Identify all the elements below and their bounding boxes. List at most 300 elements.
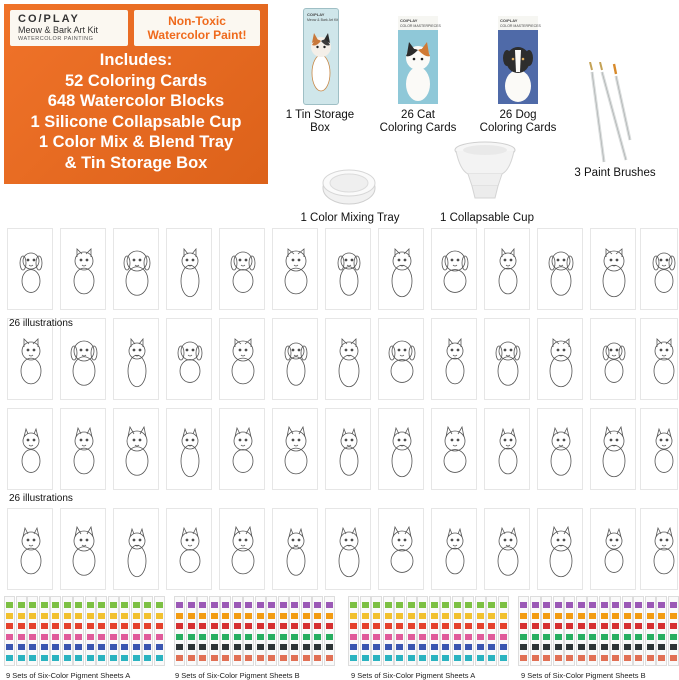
pigment-sheet bbox=[645, 596, 656, 666]
pigment-block bbox=[442, 655, 449, 661]
pigment-sheet bbox=[394, 596, 405, 666]
dog-coloring-card bbox=[7, 318, 53, 400]
pigment-block bbox=[419, 644, 426, 650]
pigment-block bbox=[98, 644, 105, 650]
pigment-block bbox=[257, 623, 264, 629]
pigment-block bbox=[543, 613, 550, 619]
pigment-block bbox=[245, 634, 252, 640]
pigment-block bbox=[635, 644, 642, 650]
pigment-block bbox=[431, 634, 438, 640]
pigment-block bbox=[578, 613, 585, 619]
pigment-block bbox=[419, 634, 426, 640]
pigment-block bbox=[385, 613, 392, 619]
pigment-block bbox=[520, 623, 527, 629]
pigment-block bbox=[98, 623, 105, 629]
pigment-block bbox=[500, 655, 507, 661]
pigment-block bbox=[121, 644, 128, 650]
pigment-block bbox=[280, 613, 287, 619]
pigment-block bbox=[555, 623, 562, 629]
cat-sketch-icon bbox=[591, 409, 637, 491]
pigment-block bbox=[303, 623, 310, 629]
pigment-block bbox=[658, 613, 665, 619]
pigment-block bbox=[188, 602, 195, 608]
cat-sketch-icon bbox=[432, 409, 478, 491]
pigment-block bbox=[199, 602, 206, 608]
pigment-block bbox=[454, 634, 461, 640]
cat-cards-box bbox=[398, 16, 441, 104]
dog-coloring-card bbox=[166, 228, 212, 310]
dog-sketch-icon bbox=[641, 229, 679, 311]
cat-coloring-card bbox=[484, 508, 530, 590]
pigment-block bbox=[532, 602, 539, 608]
pigment-block bbox=[419, 623, 426, 629]
pigment-block bbox=[87, 655, 94, 661]
pigment-block bbox=[98, 602, 105, 608]
pigment-block bbox=[477, 644, 484, 650]
dog-caption-line-2: Coloring Cards bbox=[479, 122, 557, 134]
cat-coloring-card bbox=[7, 408, 53, 490]
pigment-block bbox=[396, 644, 403, 650]
cup-caption: 1 Collapsable Cup bbox=[440, 212, 534, 224]
pigment-sheet bbox=[50, 596, 61, 666]
pigment-block bbox=[532, 634, 539, 640]
pigment-sheet bbox=[4, 596, 15, 666]
non-toxic-tag bbox=[134, 10, 260, 46]
pigment-block bbox=[211, 634, 218, 640]
pigment-block bbox=[431, 613, 438, 619]
cat-coloring-card bbox=[325, 508, 371, 590]
pigment-block bbox=[373, 644, 380, 650]
pigment-block bbox=[373, 655, 380, 661]
pigment-block bbox=[64, 602, 71, 608]
pigment-block bbox=[29, 634, 36, 640]
pigment-block bbox=[268, 634, 275, 640]
pigment-block bbox=[222, 634, 229, 640]
pigment-sheet bbox=[599, 596, 610, 666]
includes-title: Includes: bbox=[99, 51, 173, 69]
pigment-block bbox=[156, 613, 163, 619]
pigment-block bbox=[176, 644, 183, 650]
pigment-sheet bbox=[383, 596, 394, 666]
pigment-block bbox=[234, 655, 241, 661]
pigment-block bbox=[601, 623, 608, 629]
cat-sketch-icon bbox=[167, 409, 213, 491]
cat-sketch-icon bbox=[114, 409, 160, 491]
dog-sketch-icon bbox=[538, 229, 584, 311]
pigment-block bbox=[257, 655, 264, 661]
pigment-block bbox=[670, 655, 677, 661]
cat-coloring-card bbox=[640, 508, 678, 590]
cat-coloring-card bbox=[219, 408, 265, 490]
pigment-block bbox=[578, 623, 585, 629]
pigment-block bbox=[41, 634, 48, 640]
pigment-block bbox=[110, 634, 117, 640]
pigment-block bbox=[454, 613, 461, 619]
pigment-block bbox=[18, 644, 25, 650]
dog-coloring-card bbox=[113, 318, 159, 400]
includes-item: 1 Silicone Collapsable Cup bbox=[30, 112, 242, 131]
pigment-block bbox=[176, 634, 183, 640]
dog-coloring-card bbox=[272, 228, 318, 310]
pigment-block bbox=[385, 644, 392, 650]
pigment-block bbox=[350, 602, 357, 608]
dog-coloring-card bbox=[325, 228, 371, 310]
cat-sketch-icon bbox=[220, 509, 266, 591]
pigment-block bbox=[245, 623, 252, 629]
pigment-sheet bbox=[232, 596, 243, 666]
pigment-block bbox=[199, 613, 206, 619]
pigment-block bbox=[303, 644, 310, 650]
pigment-block bbox=[64, 613, 71, 619]
pigment-block bbox=[326, 655, 333, 661]
pigment-sheet bbox=[243, 596, 254, 666]
pigment-block bbox=[431, 644, 438, 650]
pigment-sheet bbox=[622, 596, 633, 666]
pigment-block bbox=[624, 634, 631, 640]
cat-coloring-card bbox=[219, 508, 265, 590]
pigment-block bbox=[601, 644, 608, 650]
includes-banner bbox=[4, 4, 268, 184]
pigment-block bbox=[257, 644, 264, 650]
pigment-block bbox=[396, 655, 403, 661]
pigment-sheet-set bbox=[348, 596, 510, 668]
pigment-block bbox=[500, 644, 507, 650]
pigment-block bbox=[543, 602, 550, 608]
dog-coloring-card bbox=[219, 228, 265, 310]
pigment-block bbox=[396, 634, 403, 640]
pigment-block bbox=[280, 634, 287, 640]
dog-coloring-card bbox=[219, 318, 265, 400]
pigment-block bbox=[477, 634, 484, 640]
cat-coloring-card bbox=[537, 508, 583, 590]
pigment-block bbox=[52, 634, 59, 640]
cat-coloring-card bbox=[590, 508, 636, 590]
pigment-sheet bbox=[73, 596, 84, 666]
cat-sketch-icon bbox=[167, 509, 213, 591]
pigment-block bbox=[488, 602, 495, 608]
pigment-sheet bbox=[452, 596, 463, 666]
pigment-sheet bbox=[324, 596, 335, 666]
pigment-block bbox=[144, 602, 151, 608]
pigment-block bbox=[176, 655, 183, 661]
pigment-block bbox=[280, 623, 287, 629]
pigment-block bbox=[566, 613, 573, 619]
pigment-sheet bbox=[186, 596, 197, 666]
pigment-block bbox=[520, 602, 527, 608]
pigment-block bbox=[18, 623, 25, 629]
pigment-block bbox=[291, 623, 298, 629]
pigment-block bbox=[29, 644, 36, 650]
pigment-sheet bbox=[576, 596, 587, 666]
pigment-block bbox=[442, 623, 449, 629]
tin-caption-line-1: 1 Tin Storage bbox=[285, 109, 355, 121]
pigment-block bbox=[465, 623, 472, 629]
dog-sketch-icon bbox=[167, 229, 213, 311]
dog-coloring-card bbox=[590, 228, 636, 310]
pigment-sheet bbox=[220, 596, 231, 666]
pigment-block bbox=[647, 623, 654, 629]
kit-name: Meow & Bark Art Kit bbox=[18, 25, 99, 35]
pigment-block bbox=[110, 644, 117, 650]
pigment-block bbox=[670, 602, 677, 608]
pigment-block bbox=[326, 644, 333, 650]
pigment-block bbox=[156, 655, 163, 661]
pigment-block bbox=[362, 602, 369, 608]
pigment-block bbox=[110, 655, 117, 661]
pigment-block bbox=[500, 634, 507, 640]
dog-sketch-icon bbox=[641, 319, 679, 401]
cat-sketch-icon bbox=[538, 409, 584, 491]
cat-sketch-icon bbox=[273, 509, 319, 591]
pigment-block bbox=[144, 644, 151, 650]
cat-coloring-card bbox=[272, 408, 318, 490]
pigment-block bbox=[543, 634, 550, 640]
cat-sketch-icon bbox=[379, 409, 425, 491]
pigment-block bbox=[500, 602, 507, 608]
cat-sketch-icon bbox=[485, 409, 531, 491]
pigment-block bbox=[268, 613, 275, 619]
includes-list bbox=[4, 50, 268, 173]
pigment-block bbox=[566, 623, 573, 629]
pigment-block bbox=[465, 613, 472, 619]
pigment-block bbox=[222, 602, 229, 608]
pigment-block bbox=[133, 634, 140, 640]
dog-sketch-icon bbox=[220, 229, 266, 311]
pigment-block bbox=[624, 644, 631, 650]
pigment-block bbox=[396, 602, 403, 608]
dog-sketch-icon bbox=[485, 229, 531, 311]
pigment-block bbox=[314, 644, 321, 650]
pigment-block bbox=[385, 655, 392, 661]
pigment-sheet bbox=[154, 596, 165, 666]
cat-coloring-card bbox=[378, 408, 424, 490]
pigment-block bbox=[18, 613, 25, 619]
pigment-sheet bbox=[541, 596, 552, 666]
pigment-block bbox=[41, 602, 48, 608]
pigment-block bbox=[612, 634, 619, 640]
pigment-block bbox=[419, 613, 426, 619]
pigment-block bbox=[222, 655, 229, 661]
pigment-sheet bbox=[440, 596, 451, 666]
pigment-label: 9 Sets of Six-Color Pigment Sheets A bbox=[6, 671, 131, 680]
cat-coloring-card bbox=[378, 508, 424, 590]
pigment-block bbox=[488, 613, 495, 619]
cat-sketch-icon bbox=[61, 509, 107, 591]
pigment-sheet bbox=[27, 596, 38, 666]
pigment-block bbox=[234, 623, 241, 629]
pigment-block bbox=[566, 644, 573, 650]
pigment-block bbox=[373, 634, 380, 640]
pigment-label: 9 Sets of Six-Color Pigment Sheets B bbox=[521, 671, 646, 680]
cat-sketch-icon bbox=[591, 509, 637, 591]
pigment-block bbox=[442, 644, 449, 650]
pigment-sheet bbox=[174, 596, 185, 666]
cat-coloring-card bbox=[272, 508, 318, 590]
pigment-block bbox=[110, 613, 117, 619]
dog-coloring-card bbox=[60, 228, 106, 310]
pigment-block bbox=[110, 602, 117, 608]
pigment-block bbox=[133, 613, 140, 619]
pigment-block bbox=[52, 602, 59, 608]
pigment-block bbox=[222, 623, 229, 629]
cat-coloring-card bbox=[7, 508, 53, 590]
cat-grid-label: 26 illustrations bbox=[9, 493, 73, 504]
pigment-block bbox=[477, 623, 484, 629]
pigment-block bbox=[589, 623, 596, 629]
pigment-block bbox=[144, 655, 151, 661]
pigment-block bbox=[624, 655, 631, 661]
pigment-block bbox=[350, 644, 357, 650]
pigment-block bbox=[488, 623, 495, 629]
pigment-block bbox=[41, 644, 48, 650]
includes-item: 648 Watercolor Blocks bbox=[47, 92, 225, 110]
pigment-block bbox=[87, 613, 94, 619]
pigment-block bbox=[658, 644, 665, 650]
pigment-block bbox=[373, 602, 380, 608]
pigment-block bbox=[647, 634, 654, 640]
dog-sketch-icon bbox=[432, 229, 478, 311]
pigment-block bbox=[188, 623, 195, 629]
dog-sketch-icon bbox=[61, 319, 107, 401]
pigment-block bbox=[245, 644, 252, 650]
pigment-block bbox=[18, 655, 25, 661]
pigment-block bbox=[133, 644, 140, 650]
pigment-block bbox=[408, 602, 415, 608]
pigment-sheet-set bbox=[518, 596, 679, 668]
tin-logo: CO/PLAY bbox=[307, 12, 325, 17]
pigment-block bbox=[635, 634, 642, 640]
pigment-sheet bbox=[289, 596, 300, 666]
pigment-block bbox=[555, 613, 562, 619]
pigment-block bbox=[635, 613, 642, 619]
pigment-block bbox=[589, 602, 596, 608]
pigment-block bbox=[199, 655, 206, 661]
pigment-block bbox=[222, 644, 229, 650]
pigment-block bbox=[362, 623, 369, 629]
pigment-block bbox=[188, 634, 195, 640]
pigment-block bbox=[566, 655, 573, 661]
dog-sketch-icon bbox=[273, 319, 319, 401]
tag-line-1: Non-Toxic bbox=[168, 14, 226, 28]
cat-caption-line-2: Coloring Cards bbox=[379, 122, 457, 134]
pigment-block bbox=[87, 602, 94, 608]
pigment-block bbox=[408, 613, 415, 619]
pigment-sheet bbox=[518, 596, 529, 666]
includes-item: 1 Color Mix & Blend Tray bbox=[38, 133, 234, 151]
pigment-block bbox=[408, 634, 415, 640]
pigment-block bbox=[454, 623, 461, 629]
pigment-block bbox=[314, 613, 321, 619]
pigment-block bbox=[601, 613, 608, 619]
pigment-block bbox=[431, 623, 438, 629]
pigment-block bbox=[454, 655, 461, 661]
pigment-block bbox=[543, 644, 550, 650]
pigment-sheet bbox=[371, 596, 382, 666]
pigment-block bbox=[326, 634, 333, 640]
pigment-block bbox=[280, 644, 287, 650]
pigment-block bbox=[133, 623, 140, 629]
paint-brushes bbox=[578, 62, 648, 166]
pigment-block bbox=[601, 602, 608, 608]
pigment-block bbox=[326, 623, 333, 629]
tin-caption bbox=[272, 109, 368, 135]
pigment-block bbox=[578, 602, 585, 608]
pigment-sheet bbox=[142, 596, 153, 666]
pigment-block bbox=[268, 644, 275, 650]
pigment-block bbox=[601, 655, 608, 661]
pigment-block bbox=[612, 655, 619, 661]
pigment-block bbox=[64, 623, 71, 629]
cat-sketch-icon bbox=[485, 509, 531, 591]
pigment-block bbox=[98, 634, 105, 640]
pigment-sheet bbox=[312, 596, 323, 666]
pigment-block bbox=[589, 634, 596, 640]
cat-coloring-card bbox=[537, 408, 583, 490]
brushes-caption: 3 Paint Brushes bbox=[574, 167, 656, 179]
tray-caption: 1 Color Mixing Tray bbox=[300, 212, 400, 224]
cat-illustration bbox=[304, 25, 338, 105]
cat-coloring-card bbox=[640, 408, 678, 490]
pigment-block bbox=[670, 613, 677, 619]
pigment-block bbox=[291, 634, 298, 640]
dog-sketch-icon bbox=[485, 319, 531, 401]
tin-storage-box bbox=[303, 8, 339, 105]
pigment-sheet bbox=[96, 596, 107, 666]
pigment-block bbox=[624, 623, 631, 629]
pigment-block bbox=[578, 634, 585, 640]
pigment-block bbox=[454, 644, 461, 650]
dog-coloring-card bbox=[431, 228, 477, 310]
pigment-block bbox=[75, 602, 82, 608]
pigment-block bbox=[396, 623, 403, 629]
pigment-block bbox=[133, 602, 140, 608]
pigment-block bbox=[578, 655, 585, 661]
pigment-block bbox=[87, 634, 94, 640]
pigment-block bbox=[408, 623, 415, 629]
pigment-block bbox=[268, 655, 275, 661]
pigment-sheet bbox=[348, 596, 359, 666]
cat-caption-line-1: 26 Cat bbox=[401, 109, 435, 121]
pigment-block bbox=[110, 623, 117, 629]
dog-sketch-icon bbox=[114, 319, 160, 401]
dog-coloring-card bbox=[325, 318, 371, 400]
pigment-block bbox=[144, 634, 151, 640]
pigment-block bbox=[98, 655, 105, 661]
dog-coloring-card bbox=[431, 318, 477, 400]
pigment-block bbox=[291, 602, 298, 608]
pigment-block bbox=[350, 623, 357, 629]
cat-coloring-card bbox=[431, 408, 477, 490]
pigment-block bbox=[555, 634, 562, 640]
pigment-block bbox=[314, 634, 321, 640]
cat-sketch-icon bbox=[432, 509, 478, 591]
pigment-sheet bbox=[463, 596, 474, 666]
pigment-block bbox=[670, 644, 677, 650]
pigment-sheet bbox=[39, 596, 50, 666]
pigment-block bbox=[211, 602, 218, 608]
cat-cards-caption bbox=[368, 109, 468, 135]
pigment-block bbox=[465, 602, 472, 608]
cat-sketch-icon bbox=[538, 509, 584, 591]
pigment-block bbox=[500, 623, 507, 629]
pigment-block bbox=[291, 613, 298, 619]
pigment-sheet bbox=[668, 596, 679, 666]
pigment-block bbox=[419, 655, 426, 661]
pigment-block bbox=[245, 602, 252, 608]
dog-sketch-icon bbox=[61, 229, 107, 311]
pigment-sheet bbox=[266, 596, 277, 666]
pigment-sheet bbox=[486, 596, 497, 666]
